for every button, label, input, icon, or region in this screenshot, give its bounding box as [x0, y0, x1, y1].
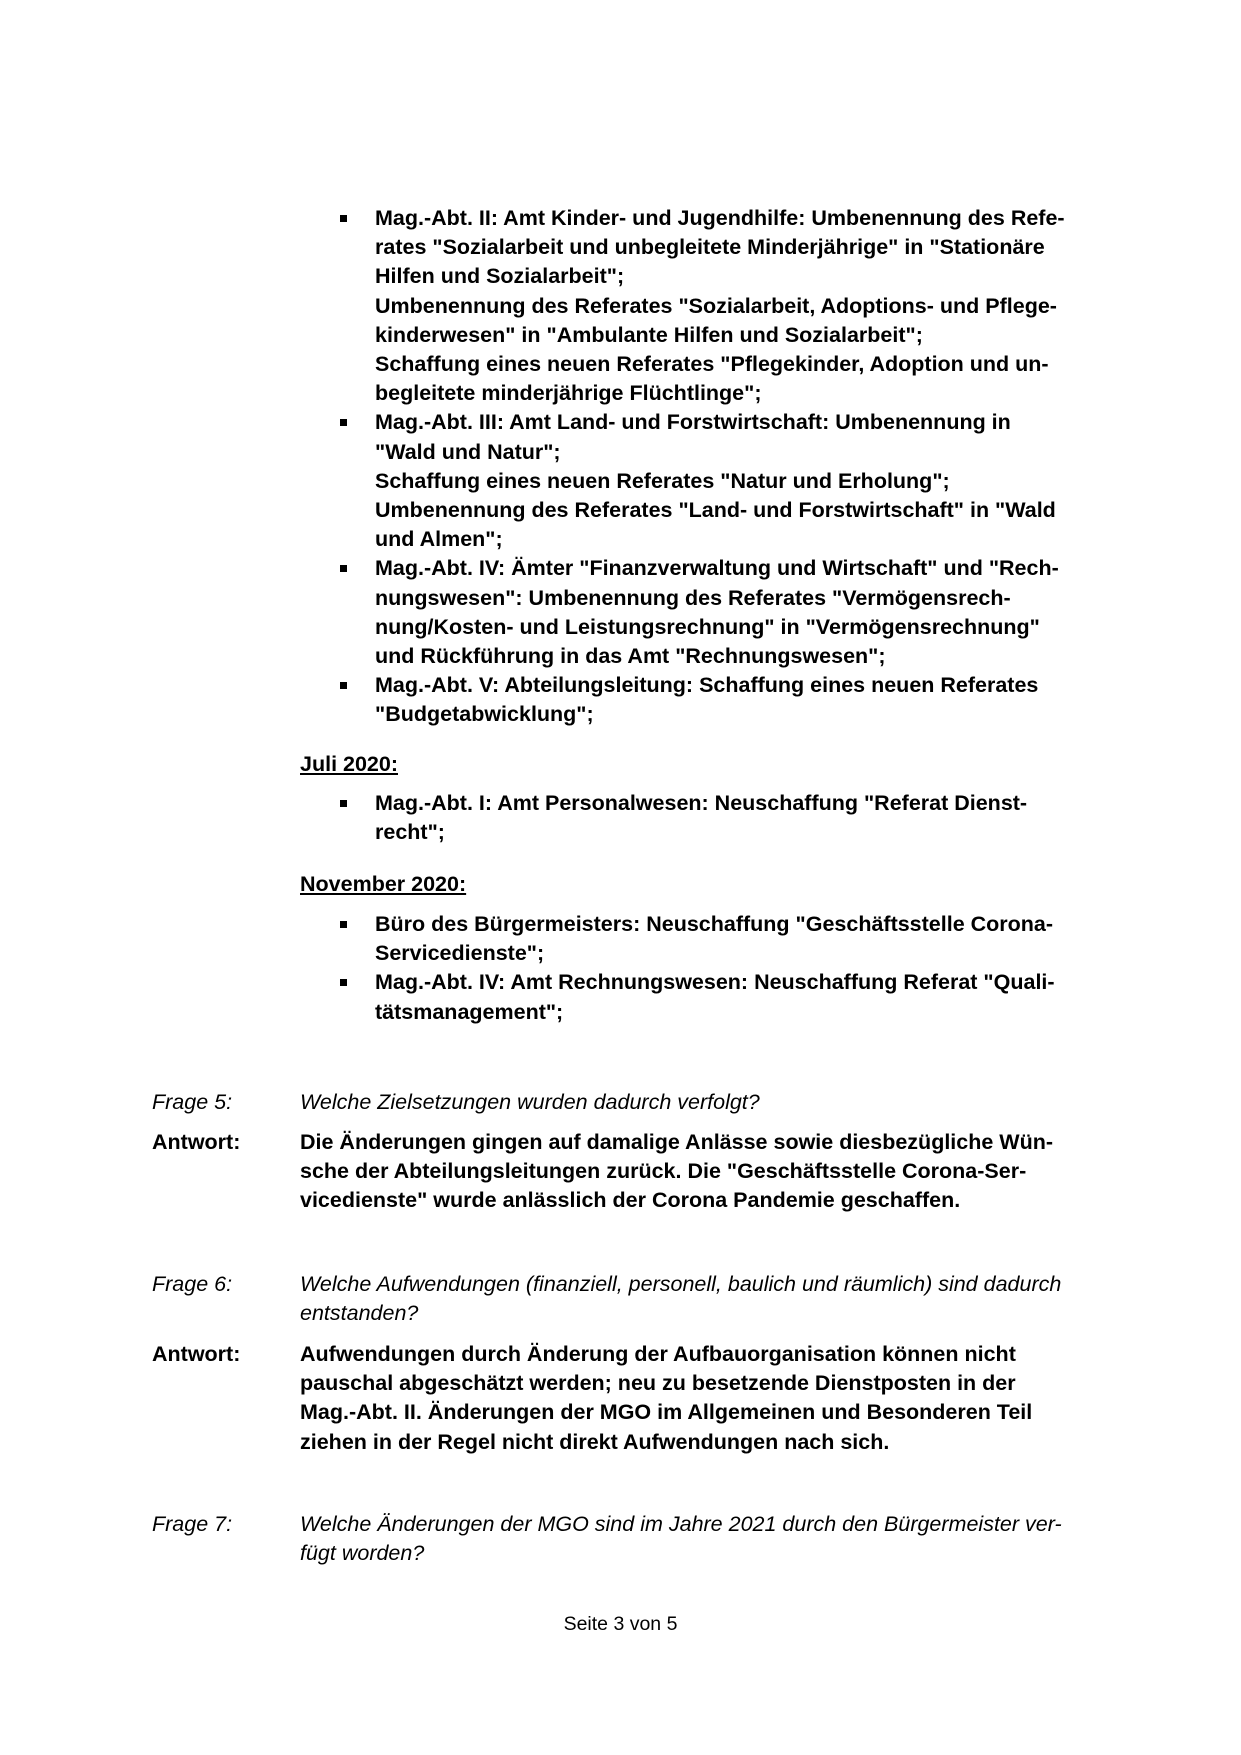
- bullet-list-november: [340, 910, 1120, 1027]
- list-item: Mag.-Abt. IV: Amt Rechnungswesen: Neuschaffung Referat "Quali- tätsmanagement";: [340, 968, 1120, 1026]
- answer-text: Aufwendungen durch Änderung der Aufbauorganisation können nicht pauschal abgeschätzt werden; neu zu besetzende Dienstposten in der Mag.-Abt. II. Änderungen der MGO im Allgemeinen und Besonderen Teil ziehen in der Regel nicht direkt Aufwendungen nach sich.: [300, 1342, 1033, 1454]
- page-number-footer: Seite 3 von 5: [563, 1613, 678, 1635]
- bullet-list-continued: [340, 204, 1120, 730]
- list-item: Mag.-Abt. IV: Ämter "Finanzverwaltung und Wirtschaft" und "Rech- nungswesen": Umbenennung des Referates "Vermögensrech- nung/Kosten- und Leistungsrechnung" in "Vermögensrechnung" und Rückführung in das Amt "Rechnungswesen";: [340, 554, 1120, 671]
- list-item: Mag.-Abt. III: Amt Land- und Forstwirtschaft: Umbenennung in "Wald und Natur"; Schaffung eines neuen Referates "Natur und Erholung"; Umbenennung des Referates "Land- und Forstwirtschaft" in "Wald und Almen";: [340, 408, 1120, 554]
- list-item: Mag.-Abt. I: Amt Personalwesen: Neuschaffung "Referat Dienst- recht";: [340, 789, 1120, 847]
- square-bullet-icon: [340, 215, 347, 222]
- answer-label: Antwort:: [152, 1342, 241, 1366]
- square-bullet-icon: [340, 565, 347, 572]
- question-text: Welche Aufwendungen (finanziell, personell, baulich und räumlich) sind dadurch entstanden?: [300, 1272, 1062, 1326]
- answer-text: Die Änderungen gingen auf damalige Anlässe sowie diesbezügliche Wün- sche der Abteilungsleitungen zurück. Die "Geschäftsstelle Corona-Ser- vicedienste" wurde anlässlich der Corona Pandemie geschaffen.: [300, 1130, 1054, 1213]
- question-text: Welche Änderungen der MGO sind im Jahre 2021 durch den Bürgermeister ver- fügt worden?: [300, 1512, 1062, 1566]
- bullet-list-july: [340, 789, 1120, 847]
- list-item: Mag.-Abt. II: Amt Kinder- und Jugendhilfe: Umbenennung des Refe- rates "Sozialarbeit und unbegleitete Minderjährige" in "Stationäre Hilfen und Sozialarbeit"; Umbenennung des Referates "Sozialarbeit, Adoptions- und Pflege- kinderwesen" in "Ambulante Hilfen und Sozialarbeit"; Schaffung eines neuen Referates "Pflegekinder, Adoption und un- begleitete minderjährige Flüchtlinge";: [340, 204, 1120, 408]
- square-bullet-icon: [340, 800, 347, 807]
- answer-label: Antwort:: [152, 1130, 241, 1154]
- question-label: Frage 5:: [152, 1090, 233, 1114]
- question-label: Frage 6:: [152, 1272, 233, 1296]
- section-heading-november: November 2020:: [300, 872, 467, 896]
- square-bullet-icon: [340, 979, 347, 986]
- question-label: Frage 7:: [152, 1512, 233, 1536]
- list-item: Büro des Bürgermeisters: Neuschaffung "Geschäftsstelle Corona- Servicedienste";: [340, 910, 1120, 968]
- list-item: Mag.-Abt. V: Abteilungsleitung: Schaffung eines neuen Referates "Budgetabwicklung";: [340, 671, 1120, 729]
- square-bullet-icon: [340, 682, 347, 689]
- question-text: Welche Zielsetzungen wurden dadurch verfolgt?: [300, 1090, 760, 1114]
- square-bullet-icon: [340, 921, 347, 928]
- square-bullet-icon: [340, 419, 347, 426]
- section-heading-july: Juli 2020:: [300, 752, 398, 776]
